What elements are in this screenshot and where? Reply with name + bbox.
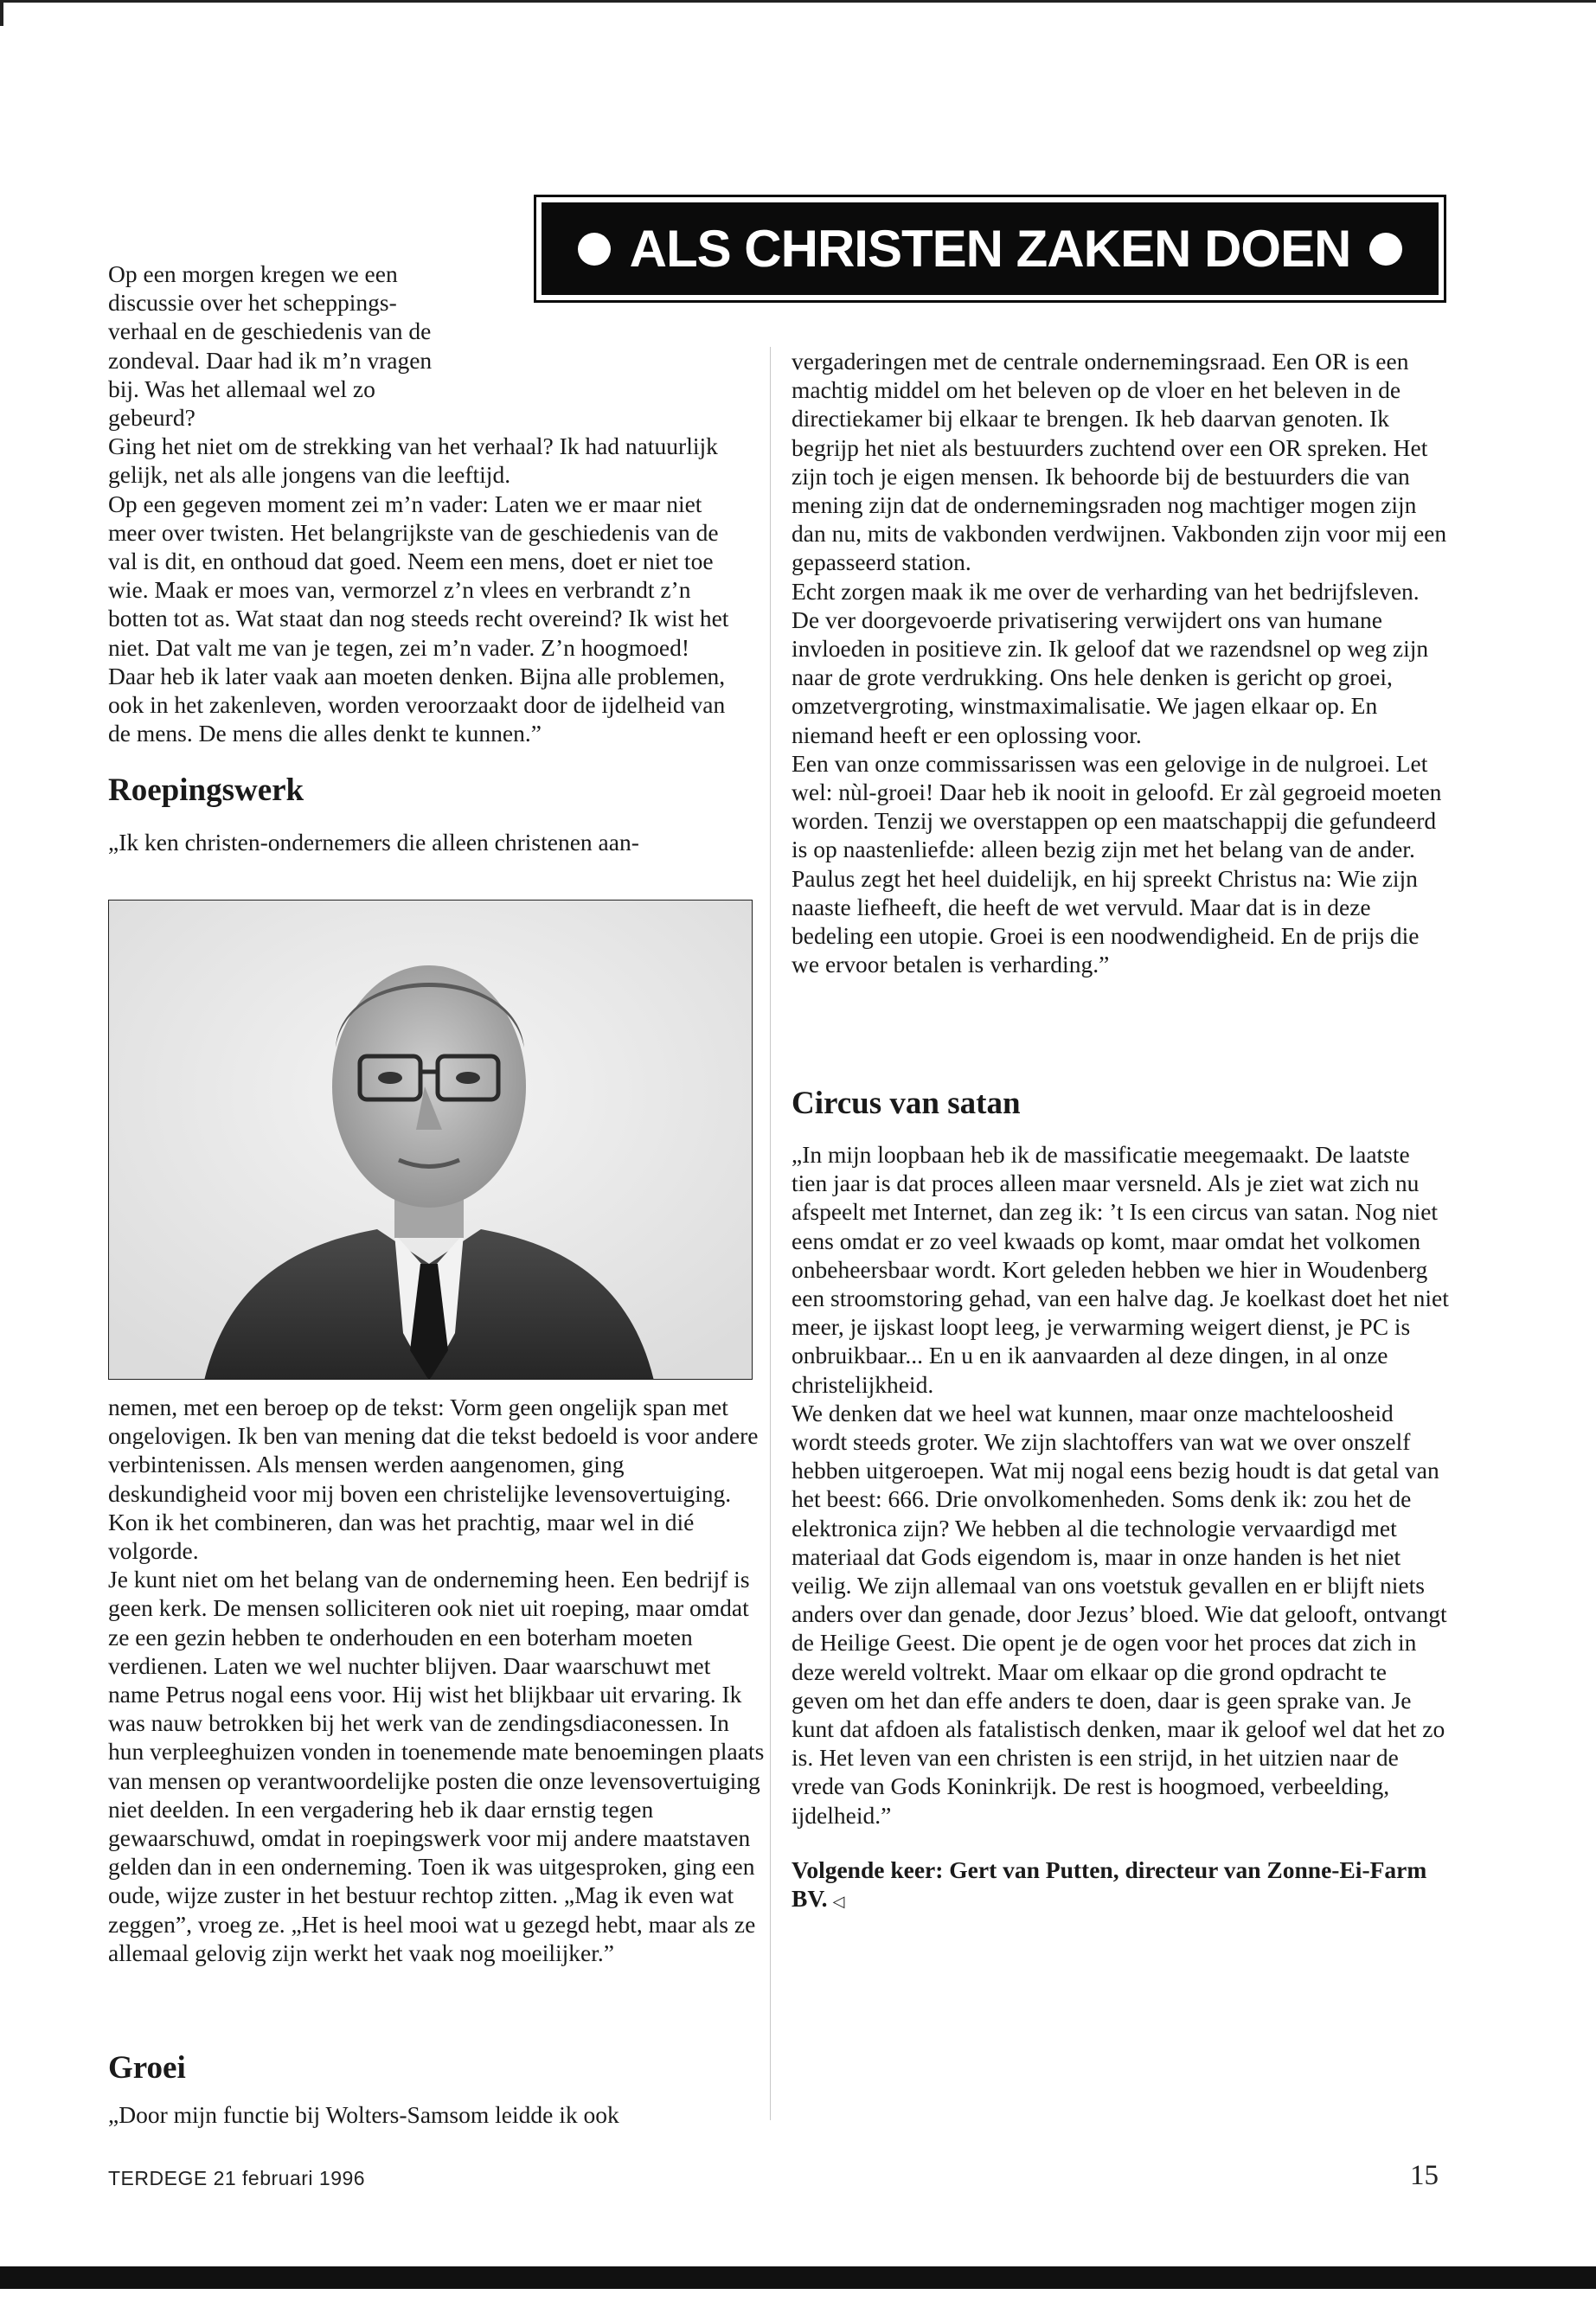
banner-title: ALS CHRISTEN ZAKEN DOEN xyxy=(629,220,1351,278)
next-issue-note xyxy=(792,1856,1449,1916)
next-issue-text: Volgende keer: Gert van Putten, directeur van Zonne-Ei-Farm BV. xyxy=(792,1856,1427,1913)
bottom-border xyxy=(0,2266,1596,2289)
portrait-illustration xyxy=(109,901,753,1380)
paragraph: Op een morgen kregen we een discussie over het scheppings-verhaal en de geschiedenis van de zondeval. Daar had ik m’n vragen bij. Was het allemaal wel zo gebeurd? xyxy=(108,260,433,432)
paragraph: Op een gegeven moment zei m’n vader: Laten we er maar niet meer over twisten. Het belangrijkste van de geschiedenis van de val is dit, en onthoud dat goed. Neem een mens, doet er niet toe wie. Maak er moes van, vermorzel z’n vlees en verbrandt z’n botten tot as. Wat staat dan nog steeds recht overeind? Ik wist het niet. Dat valt me van je tegen, zei m’n vader. Z’n hoogmoed! Daar heb ik later vaak aan moeten denken. Bijna alle problemen, ook in het zakenleven, worden veroorzaakt door de ijdelheid van de mens. De mens die alles denkt te kunnen.” xyxy=(108,490,729,747)
heading-roepingswerk: Roepingswerk xyxy=(108,772,304,808)
paragraph: We denken dat we heel wat kunnen, maar onze machteloosheid wordt steeds groter. We zijn slachtoffers van wat we over onszelf hebben uitgeroepen. Wat mij nogal eens bezig houdt is dat getal van het beest: 666. Drie onvolkomenheden. Soms denk ik: zou het de elektronica zijn? We hebben al die technologie vervaardigd met materiaal dat Gods eigendom is, maar in onze handen is het niet veilig. We zijn allemaal van ons voetstuk gevallen en er blijft niets anders over dan genade, door Jezus’ bloed. Wie dat gelooft, ontvangt de Heilige Geest. Die opent je de ogen voor het proces dat zich in deze wereld voltrekt. Maar om elkaar op die grond opdracht te geven om het dan effe anders te doen, daar is geen sprake van. Je kunt dat afdoen als fatalistisch denken, maar ik geloof wel dat het zo is. Het leven van een christen is een strijd, in het uitzien naar de vrede van Gods Koninkrijk. De rest is hoogmoed, verbeelding, ijdelheid.” xyxy=(792,1399,1447,1829)
page-number: 15 xyxy=(1410,2160,1439,2191)
portrait-photo xyxy=(108,900,753,1380)
paragraph: „In mijn loopbaan heb ik de massificatie meegemaakt. De laatste tien jaar is dat proces alleen maar versneld. Als je ziet wat zich nu afspeelt met Internet, dan zeg ik: ’t Is een circus van satan. Nog niet eens omdat er zo veel kwaads op komt, maar omdat het volkomen onbeheersbaar wordt. Kort geleden hebben we hier in Woudenberg een stroomstoring gehad, van een halve dag. Je koelkast doet het niet meer, je ijskast loopt leeg, je verwarming weigert dienst, je PC is onbruikbaar... En u en ik aanvaarden al deze dingen, in al onze christelijkheid. xyxy=(792,1141,1449,1398)
paragraph: Echt zorgen maak ik me over de verharding van het bedrijfsleven. De ver doorgevoerde privatisering verwijdert ons van humane invloeden in positieve zin. Ik geloof dat we razendsnel op weg zijn naar de grote verdrukking. Ons hele denken is gericht op groei, omzetvergroting, winstmaximalisatie. We jagen elkaar op. En niemand heeft er een oplossing voor. xyxy=(792,577,1429,748)
paragraph: „Door mijn functie bij Wolters-Samsom leidde ik ook xyxy=(108,2101,619,2128)
paragraph: „Ik ken christen-ondernemers die alleen christenen aan- xyxy=(108,829,639,856)
top-border xyxy=(0,0,1596,26)
paragraph: Je kunt niet om het belang van de onderneming heen. Een bedrijf is geen kerk. De mensen solliciteren ook niet uit roeping, maar omdat ze een gezin hebben te onderhouden en een boterham moeten verdienen. Laten we wel nuchter blijven. Daar waarschuwt met name Petrus nogal eens voor. Hij wist het blijkbaar uit ervaring. Ik was nauw betrokken bij het werk van de zendingsdiaconessen. In hun verpleeghuizen vonden in toenemende mate benoemingen plaats van mensen op verantwoordelijke posten die onze levensovertuiging niet deelden. In een vergadering heb ik daar ernstig tegen gewaarschuwd, omdat in roepingswerk voor mij andere maatstaven gelden dan in een onderneming. Toen ik was uitgesproken, ging een oude, wijze zuster in het bestuur rechtop zitten. „Mag ik even wat zeggen”, vroeg ze. „Het is heel mooi wat u gezegd hebt, maar als ze allemaal gelovig zijn werkt het vaak nog moeilijker.” xyxy=(108,1566,765,1966)
right-column-bottom xyxy=(792,1140,1449,1916)
groei-intro xyxy=(108,2100,766,2129)
paragraph: nemen, met een beroep op de tekst: Vorm geen ongelijk span met ongelovigen. Ik ben van mening dat die tekst bedoeld is voor andere verbintenissen. Als mensen werden aangenomen, ging deskundigheid voor mij boven een christelijke levensovertuiging. Kon ik het combineren, dan was het prachtig, maar wel in dié volgorde. xyxy=(108,1394,759,1565)
paragraph: vergaderingen met de centrale ondernemingsraad. Een OR is een machtig middel om het beleven op de vloer en het beleven in de directiekamer bij elkaar te brengen. Ik heb daarvan genoten. Ik begrijp het niet als bestuurders zuchtend over een OR spreken. Het zijn toch je eigen mensen. Ik behoorde bij de bestuurders die van mening zijn dat de ondernemingsraden nog machtiger mogen zijn dan nu, mits de vakbonden verdwijnen. Vakbonden zijn voor mij een gepasseerd station. xyxy=(792,348,1447,576)
column-divider xyxy=(770,347,771,2120)
paragraph: Ging het niet om de strekking van het verhaal? Ik had natuurlijk gelijk, net als alle jongens van die leeftijd. xyxy=(108,433,718,489)
heading-circus-van-satan: Circus van satan xyxy=(792,1086,1021,1121)
bullet-dot-right xyxy=(1369,233,1402,266)
footer-publication: TERDEGE 21 februari 1996 xyxy=(108,2167,366,2189)
left-column-top xyxy=(108,260,740,747)
left-column-bottom xyxy=(108,1393,766,1967)
heading-groei: Groei xyxy=(108,2050,186,2086)
roepingswerk-intro xyxy=(108,828,766,856)
paragraph: Een van onze commissarissen was een gelovige in de nulgroei. Let wel: nùl-groei! Daar heb ik nooit in geloofd. Er zàl gegroeid moeten worden. Tenzij we overstappen op een maatschappij die gefundeerd is op naastenliefde: alleen bezig zijn met het belang van de ander. Paulus zegt het heel duidelijk, en hij spreekt Christus na: Wie zijn naaste liefheeft, die heeft de wet vervuld. Maar dat is in deze bedeling een utopie. Groei is een noodwendigheid. En de prijs die we ervoor betalen is verharding.” xyxy=(792,749,1442,978)
end-mark-icon: ◁ xyxy=(832,1893,845,1911)
right-column-top xyxy=(792,347,1449,978)
